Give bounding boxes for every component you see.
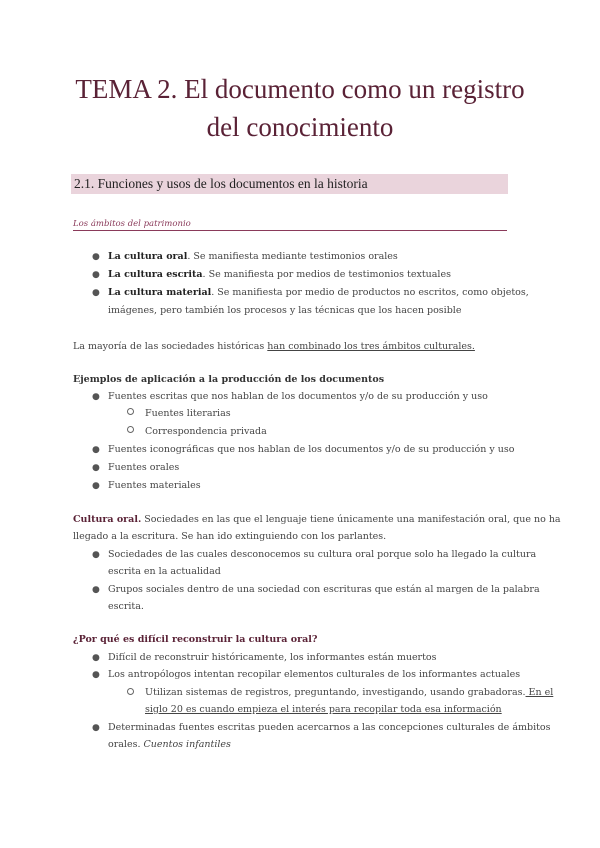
paragraph-continuation: llegado a la escritura. Se han ido extinguiendo con los parlantes. <box>73 531 387 542</box>
ejemplos-heading: Ejemplos de aplicación a la producción de los documentos <box>73 374 385 385</box>
document-title: TEMA 2. El documento como un registro del conocimiento <box>75 74 525 142</box>
bullet-icon: ● <box>92 670 100 680</box>
list-item: La cultura material. Se manifiesta por medio de productos no escritos, como objetos, <box>108 287 529 298</box>
bullet-icon: ● <box>92 270 100 280</box>
bullet-icon: ● <box>92 392 100 402</box>
list-item: Fuentes literarias <box>145 408 231 419</box>
list-item: Correspondencia privada <box>145 426 267 437</box>
bullet-icon: ● <box>92 252 100 262</box>
list-item: Difícil de reconstruir históricamente, los informantes están muertos <box>108 652 437 663</box>
list-item-continuation: siglo 20 es cuando empieza el interés para recopilar toda esa información <box>145 704 502 715</box>
section-heading: 2.1. Funciones y usos de los documentos en la historia <box>71 174 508 194</box>
bullet-icon: ● <box>92 288 100 298</box>
list-item: La cultura oral. Se manifiesta mediante testimonios orales <box>108 251 398 262</box>
list-item: Fuentes orales <box>108 462 180 473</box>
list-item-continuation: escrita en la actualidad <box>108 566 221 577</box>
bullet-icon: ● <box>92 550 100 560</box>
reconstruir-heading: ¿Por qué es difícil reconstruir la cultura oral? <box>73 634 318 645</box>
list-item: Grupos sociales dentro de una sociedad con escrituras que están al margen de la palabra <box>108 584 540 595</box>
circle-bullet-icon <box>127 426 134 433</box>
bullet-icon: ● <box>92 723 100 733</box>
circle-bullet-icon <box>127 408 134 415</box>
bullet-icon: ● <box>92 445 100 455</box>
list-item: Fuentes escritas que nos hablan de los documentos y/o de su producción y uso <box>108 391 488 402</box>
circle-bullet-icon <box>127 688 134 695</box>
bullet-icon: ● <box>92 585 100 595</box>
list-item-continuation: escrita. <box>108 601 144 612</box>
list-item: Determinadas fuentes escritas pueden acercarnos a las concepciones culturales de ámbitos <box>108 722 551 733</box>
bullet-icon: ● <box>92 653 100 663</box>
list-item: La cultura escrita. Se manifiesta por medios de testimonios textuales <box>108 269 451 280</box>
subheading: Los ámbitos del patrimonio <box>73 218 507 231</box>
bullet-icon: ● <box>92 481 100 491</box>
bullet-icon: ● <box>92 463 100 473</box>
list-item-continuation: imágenes, pero también los procesos y las técnicas que los hacen posible <box>108 305 462 316</box>
paragraph: La mayoría de las sociedades históricas han combinado los tres ámbitos culturales. <box>73 341 475 352</box>
list-item: Los antropólogos intentan recopilar elementos culturales de los informantes actuales <box>108 669 521 680</box>
list-item: Fuentes materiales <box>108 480 201 491</box>
list-item-continuation: orales. Cuentos infantiles <box>108 739 231 750</box>
paragraph: Cultura oral. Sociedades en las que el lenguaje tiene únicamente una manifestación oral, que no ha <box>73 514 561 525</box>
list-item: Fuentes iconográficas que nos hablan de los documentos y/o de su producción y uso <box>108 444 515 455</box>
list-item: Sociedades de las cuales desconocemos su cultura oral porque solo ha llegado la cultura <box>108 549 537 560</box>
list-item: Utilizan sistemas de registros, preguntando, investigando, usando grabadoras. En el <box>145 687 554 698</box>
